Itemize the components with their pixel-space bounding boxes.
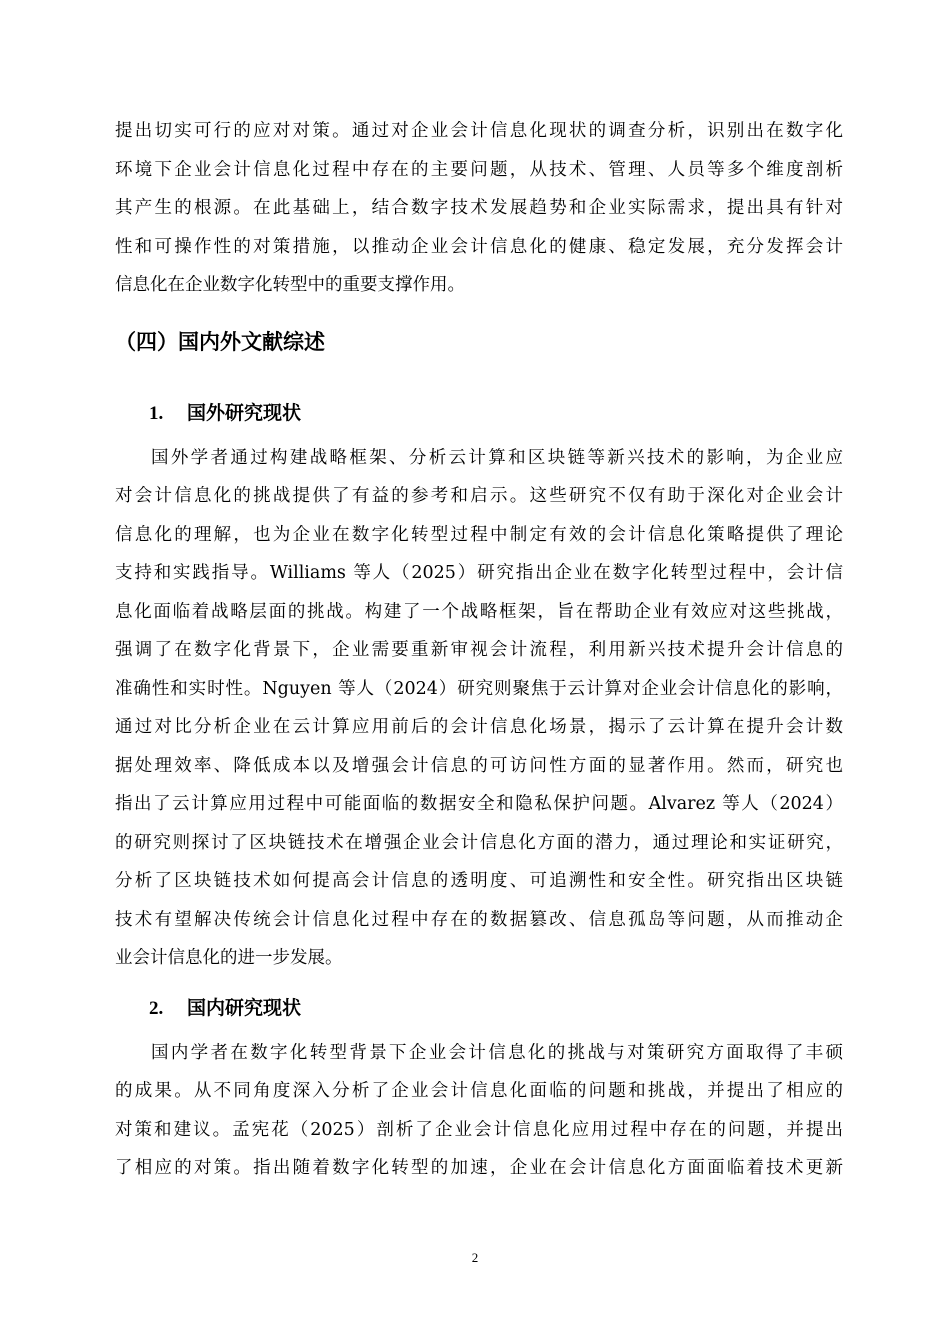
text-line: 对策和建议。孟宪花（2025）剖析了企业会计信息化应用过程中存在的问题，并提出 <box>115 1119 843 1140</box>
text-line: 信息化在企业数字化转型中的重要支撑作用。 <box>115 275 465 295</box>
page-number: 2 <box>471 1250 479 1265</box>
text-line: 提出切实可行的应对对策。通过对企业会计信息化现状的调查分析，识别出在数字化 <box>115 121 843 141</box>
text-line: 业会计信息化的进一步发展。 <box>115 948 343 968</box>
text-line: 环境下企业会计信息化过程中存在的主要问题，从技术、管理、人员等多个维度剖析 <box>115 159 843 180</box>
text-line: 支持和实践指导。Williams 等人（2025）研究指出企业在数字化转型过程中，会计信 <box>115 563 843 583</box>
subsection-title: 国内研究现状 <box>187 996 302 1019</box>
text-line: 了相应的对策。指出随着数字化转型的加速，企业在会计信息化方面面临着技术更新 <box>115 1158 843 1178</box>
text-line: 国内学者在数字化转型背景下企业会计信息化的挑战与对策研究方面取得了丰硕 <box>151 1042 843 1063</box>
text-line: 据处理效率、降低成本以及增强会计信息的可访问性方面的显著作用。然而，研究也 <box>115 755 843 776</box>
text-line: 强调了在数字化背景下，企业需要重新审视会计流程，利用新兴技术提升会计信息的 <box>115 640 843 660</box>
text-line: 分析了区块链技术如何提高会计信息的透明度、可追溯性和安全性。研究指出区块链 <box>115 871 843 891</box>
section-heading: （四）国内外文献综述 <box>115 329 325 354</box>
text-line: 准确性和实时性。Nguyen 等人（2024）研究则聚焦于云计算对企业会计信息化的影响， <box>115 678 843 699</box>
subsection-title: 国外研究现状 <box>187 401 302 424</box>
text-line: 国外学者通过构建战略框架、分析云计算和区块链等新兴技术的影响，为企业应 <box>151 447 843 468</box>
domestic-research-paragraph <box>115 1034 843 1188</box>
subsection-heading-domestic <box>115 994 843 1022</box>
text-line: 技术有望解决传统会计信息化过程中存在的数据篡改、信息孤岛等问题，从而推动企 <box>115 909 843 930</box>
text-line: 的成果。从不同角度深入分析了企业会计信息化面临的问题和挑战，并提出了相应的 <box>115 1081 843 1101</box>
text-line: 通过对比分析企业在云计算应用前后的会计信息化场景，揭示了云计算在提升会计数 <box>115 717 843 737</box>
page-content <box>115 112 843 1188</box>
subsection-heading-foreign <box>115 399 843 427</box>
subsection-number: 2. <box>149 997 164 1019</box>
intro-paragraph <box>115 112 843 305</box>
subsection-number: 1. <box>149 402 164 424</box>
text-line: 息化面临着战略层面的挑战。构建了一个战略框架，旨在帮助企业有效应对这些挑战， <box>115 601 843 622</box>
text-line: 的研究则探讨了区块链技术在增强企业会计信息化方面的潜力，通过理论和实证研究， <box>115 832 843 853</box>
text-line: 其产生的根源。在此基础上，结合数字技术发展趋势和企业实际需求，提出具有针对 <box>115 198 843 218</box>
foreign-research-paragraph <box>115 439 843 978</box>
text-line: 指出了云计算应用过程中可能面临的数据安全和隐私保护问题。Alvarez 等人（2024） <box>115 794 843 814</box>
text-line: 性和可操作性的对策措施，以推动企业会计信息化的健康、稳定发展，充分发挥会计 <box>115 236 843 257</box>
text-line: 信息化的理解，也为企业在数字化转型过程中制定有效的会计信息化策略提供了理论 <box>115 524 843 545</box>
text-line: 对会计信息化的挑战提供了有益的参考和启示。这些研究不仅有助于深化对企业会计 <box>115 486 843 506</box>
